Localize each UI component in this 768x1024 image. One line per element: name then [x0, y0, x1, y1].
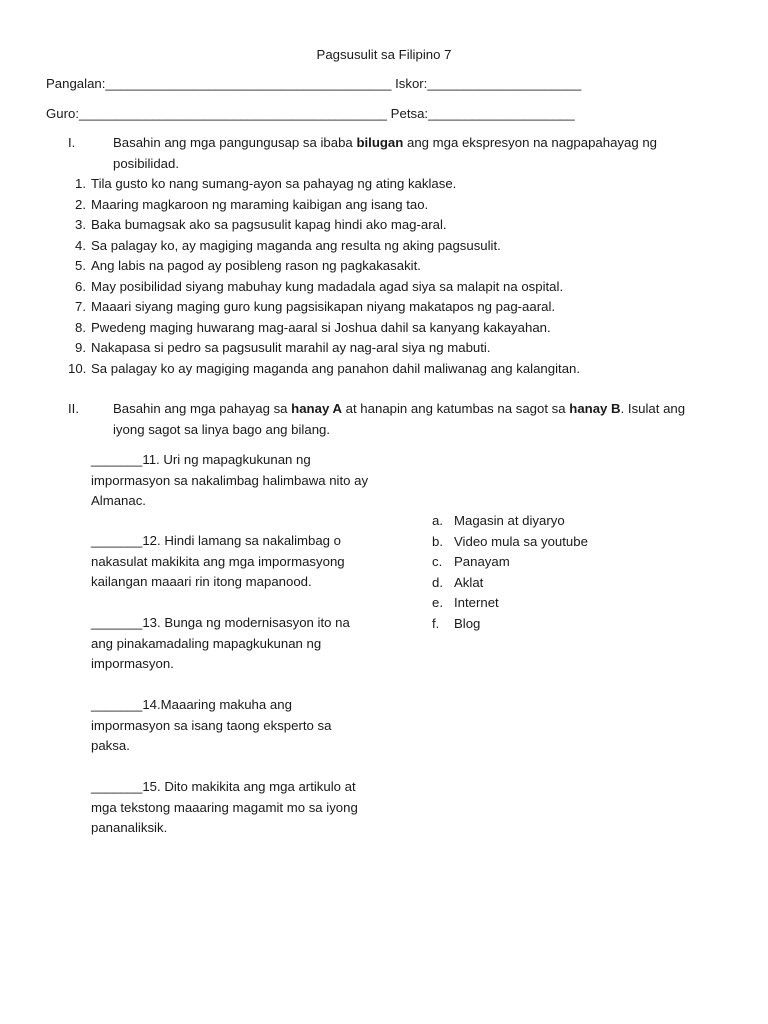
list-item: Baka bumagsak ako sa pagsusulit kapag hindi ako mag-aral. — [91, 217, 447, 232]
choice-letter: a. — [432, 513, 443, 528]
section-1-numeral: I. — [68, 135, 76, 150]
matching-item-11: _______11. Uri ng mapagkukunan ng impormasyon sa nakalimbag halimbawa nito ay Almanac. — [91, 452, 369, 508]
list-item: Maaari siyang maging guro kung pagsisikapan niyang makatapos ng pag-aaral. — [91, 299, 556, 314]
choice-item: Blog — [454, 616, 481, 631]
section-1-instruction — [113, 133, 713, 174]
page-title: Pagsusulit sa Filipino 7 — [316, 47, 452, 62]
item-number: 1. — [75, 176, 86, 191]
list-item: Sa palagay ko, ay magiging maganda ang resulta ng aking pagsusulit. — [91, 237, 501, 253]
instruction-text: Basahin ang mga pahayag sa — [113, 401, 292, 416]
item-number: 7. — [75, 299, 86, 314]
section-2-numeral: II. — [68, 401, 79, 416]
item-number: 9. — [75, 340, 86, 355]
list-item: Pwedeng maging huwarang mag-aaral si Joshua dahil sa kanyang kakayahan. — [91, 319, 551, 335]
list-item: Nakapasa si pedro sa pagsusulit marahil ay nag-aral siya ng mabuti. — [91, 340, 491, 355]
list-item: Ang labis na pagod ay posibleng rason ng pagkakasakit. — [91, 258, 421, 273]
list-item: Sa palagay ko ay magiging maganda ang panahon dahil maliwanag ang kalangitan. — [91, 360, 581, 376]
choice-item: Panayam — [454, 554, 510, 569]
instruction-text: ang mga ekspresyon na nagpapahayag ng posibilidad. — [113, 135, 658, 171]
choice-letter: d. — [432, 575, 443, 590]
instruction-bold: hanay A — [291, 401, 342, 416]
section-2-instruction — [113, 399, 713, 440]
instruction-bold: hanay B — [569, 401, 621, 416]
guro-petsa-line: Guro:__________________________________________ Petsa:____________________ — [46, 106, 575, 121]
instruction-text: at hanapin ang katumbas na sagot sa — [341, 401, 570, 416]
choice-letter: c. — [432, 554, 443, 569]
matching-item-13: _______13. Bunga ng modernisasyon ito na ang pinakamadaling mapagkukunan ng impormasyon. — [91, 615, 350, 671]
choice-letter: f. — [432, 616, 440, 631]
matching-item-14: _______14.Maaaring makuha ang impormasyon sa isang taong eksperto sa paksa. — [91, 697, 332, 753]
choice-letter: e. — [432, 595, 443, 610]
instruction-text: Basahin ang mga pangungusap sa ibaba — [113, 135, 357, 150]
list-item: May posibilidad siyang mabuhay kung madadala agad siya sa malapit na ospital. — [91, 278, 564, 294]
matching-item-12: _______12. Hindi lamang sa nakalimbag o nakasulat makikita ang mga impormasyong kailangan maaari rin itong mapanood. — [91, 533, 345, 589]
instruction-bold: bilugan — [356, 135, 404, 150]
choice-item: Internet — [454, 595, 499, 610]
item-number: 5. — [75, 258, 86, 273]
item-number: 6. — [75, 278, 86, 294]
item-number: 4. — [75, 237, 86, 253]
list-item: Tila gusto ko nang sumang-ayon sa pahayag ng ating kaklase. — [91, 176, 457, 191]
choice-item: Aklat — [454, 575, 484, 590]
matching-item-15: _______15. Dito makikita ang mga artikulo at mga tekstong maaaring magamit mo sa iyong pananaliksik. — [91, 779, 358, 835]
item-number: 2. — [75, 196, 86, 212]
item-number: 10. — [68, 360, 87, 376]
choice-letter: b. — [432, 534, 443, 549]
item-number: 3. — [75, 217, 86, 232]
choice-item: Video mula sa youtube — [454, 534, 588, 549]
instruction-text: . Isulat ang iyong sagot sa linya bago ang bilang. — [113, 401, 686, 437]
choice-item: Magasin at diyaryo — [454, 513, 565, 528]
item-number: 8. — [75, 319, 86, 335]
pangalan-iskor-line: Pangalan:_______________________________________ Iskor:_____________________ — [46, 76, 582, 91]
list-item: Maaring magkaroon ng maraming kaibigan ang isang tao. — [91, 196, 429, 212]
